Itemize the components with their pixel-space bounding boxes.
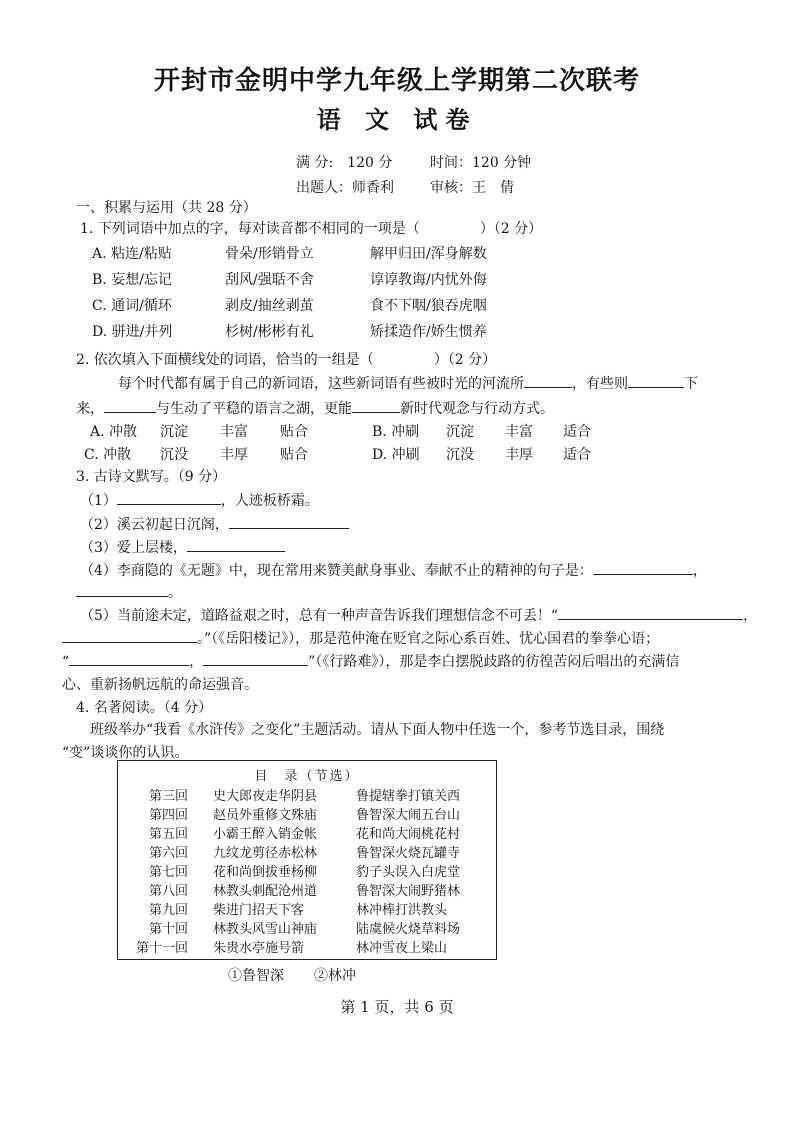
option-word: 沉淀 <box>160 424 188 440</box>
option-c-3: 食不下咽/狼吞虎咽 <box>370 298 487 314</box>
option-word: 沉淀 <box>446 424 474 440</box>
fill-blank[interactable] <box>593 560 693 575</box>
reviewer-info: 审核：王 倩 <box>430 180 514 196</box>
chapter-title-a: 赵员外重修文殊庙 <box>213 808 318 823</box>
chapter-title-a: 林教头风雪山神庙 <box>213 922 318 937</box>
question-2 <box>76 349 496 369</box>
author-info: 出题人：师香利 <box>296 180 394 196</box>
question-2-stem: 2. 依次填入下面横线处的词语，恰当的一组是（ <box>76 352 374 368</box>
line-text: （4）李商隐的《无题》中，现在常用来赞美献身事业、奉献不止的精神的句子是： <box>80 563 593 579</box>
chapter-title-b: 陆虞候火烧草料场 <box>356 922 461 937</box>
chapter-title-b: 鲁智深火烧瓦罐寺 <box>356 846 461 861</box>
choice-lu-zhishen: ①鲁智深 <box>228 968 284 984</box>
option-word: 丰厚 <box>505 447 533 463</box>
line-text: ”（《行路难》），那是李白摆脱歧路的彷徨苦闷后唱出的充满信 <box>308 654 680 670</box>
chapter-title-a: 柴进门招天下客 <box>213 903 305 918</box>
option-word: 丰富 <box>505 424 533 440</box>
question-3-stem: 3. 古诗文默写。（9 分） <box>76 469 227 485</box>
poem-line-5 <box>80 605 757 625</box>
poem-line-5c <box>62 651 679 671</box>
exam-subtitle: 语 文 试卷 <box>316 105 478 134</box>
option-word: 沉没 <box>160 447 188 463</box>
line-text: （1） <box>80 493 117 509</box>
poem-line-3 <box>80 537 285 557</box>
exam-title: 开封市金明中学九年级上学期第二次联考 <box>153 66 640 96</box>
option-a-2: 骨朵/形销骨立 <box>225 246 314 262</box>
chapter-num: 第四回 <box>148 808 188 823</box>
chapter-title-b: 林冲雪夜上梁山 <box>356 941 448 956</box>
fill-blank[interactable] <box>524 373 572 388</box>
toc-row <box>118 880 496 899</box>
fill-blank[interactable] <box>203 651 308 666</box>
fill-blank[interactable] <box>117 490 221 505</box>
period-text: 。 <box>168 585 182 601</box>
option-word: 贴合 <box>280 424 308 440</box>
line-text: （3）爱上层楼， <box>80 540 187 556</box>
question-4-stem: 4. 名著阅读。（4 分） <box>76 700 213 716</box>
option-b-3: 谆谆教诲/内忧外侮 <box>370 272 487 288</box>
toc-row <box>118 785 496 804</box>
option-word: 贴合 <box>280 447 308 463</box>
fill-blank[interactable] <box>229 514 349 529</box>
toc-row <box>118 937 496 956</box>
chapter-num: 第八回 <box>148 884 188 899</box>
section-heading: 一、积累与运用（共 28 分） <box>76 200 257 216</box>
question-1-stem: 1. 下列词语中加点的字，每对读音都不相同的一项是（ <box>80 221 420 237</box>
toc-row <box>118 861 496 880</box>
fill-blank[interactable] <box>628 373 684 388</box>
chapter-num: 第七回 <box>148 865 188 880</box>
question-1-score: ）（2 分） <box>479 221 543 237</box>
option-word: 丰厚 <box>220 447 248 463</box>
option-d-1: D. 骈进/并列 <box>92 324 173 340</box>
chapter-title-b: 豹子头误入白虎堂 <box>356 865 461 880</box>
comma-text: ， <box>743 608 758 624</box>
chapter-title-a: 花和尚倒拔垂杨柳 <box>213 865 318 880</box>
option-word: 丰富 <box>220 424 248 440</box>
option-word: 适合 <box>563 424 591 440</box>
chapter-title-b: 鲁智深大闹野猪林 <box>356 884 461 899</box>
chapter-title-a: 朱贵水亭施号箭 <box>213 941 305 956</box>
chapter-num: 第六回 <box>148 846 188 861</box>
question-2-para-line2 <box>76 398 554 418</box>
fill-blank[interactable] <box>104 398 156 413</box>
chapter-title-a: 林教头刺配沧州道 <box>213 884 318 899</box>
toc-row <box>118 804 496 823</box>
q2-option-a <box>90 421 137 441</box>
fill-blank[interactable] <box>69 651 189 666</box>
option-word: A. 冲散 <box>90 424 138 440</box>
question-2-para-line1 <box>118 373 698 393</box>
chapter-num: 第九回 <box>148 903 188 918</box>
fill-blank[interactable] <box>62 628 197 643</box>
choice-lin-chong: ②林冲 <box>314 968 356 984</box>
option-b-1: B. 妄想/忘记 <box>92 272 172 288</box>
fill-blank[interactable] <box>558 605 743 620</box>
score-info: 满 分: 120 分 <box>296 155 393 171</box>
poem-line-5b <box>62 628 659 648</box>
option-a-3: 解甲归田/浑身解数 <box>370 246 487 262</box>
fill-blank[interactable] <box>352 398 400 413</box>
option-c-2: 剥皮/抽丝剥茧 <box>225 298 314 314</box>
chapter-title-a: 九纹龙剪径赤松林 <box>213 846 318 861</box>
option-c-1: C. 通词/循环 <box>92 298 172 314</box>
table-of-contents-box <box>117 760 497 960</box>
option-b-2: 刮风/强聒不舍 <box>225 272 314 288</box>
option-d-3: 矫揉造作/娇生惯养 <box>370 324 487 340</box>
para-text: 来， <box>76 401 104 417</box>
line-text: （5）当前途未定，道路益艰之时，总有一种声音告诉我们理想信念不可丢！“ <box>80 608 559 624</box>
para-text: 下 <box>684 376 698 392</box>
q2-option-b: B. 冲刷 <box>372 424 420 440</box>
question-1 <box>80 218 542 238</box>
chapter-title-a: 史大郎夜走华阴县 <box>213 789 318 804</box>
q2-option-d: D. 冲刷 <box>372 447 420 463</box>
chapter-title-b: 鲁提辖拳打镇关西 <box>356 789 461 804</box>
toc-row <box>118 842 496 861</box>
line-text: “ <box>62 654 70 670</box>
comma-text: ， <box>692 563 707 579</box>
line-text: ，人迹板桥霜。 <box>220 493 319 509</box>
chapter-num: 第五回 <box>148 827 188 842</box>
line-text: 。”（《岳阳楼记》），那是范仲淹在贬官之际心系百姓、忧心国君的拳拳心语； <box>197 631 660 647</box>
question-4-para-2: “变”谈谈你的认识。 <box>62 745 189 761</box>
toc-title: 目 录（节选） <box>254 769 360 784</box>
poem-line-1 <box>80 490 319 510</box>
option-word: 适合 <box>563 447 591 463</box>
poem-line-2 <box>80 514 349 534</box>
q2-option-c: C. 冲散 <box>84 447 132 463</box>
option-a-1: A. 粘连/粘贴 <box>92 246 172 262</box>
question-4-para-1: 班级举办“我看《水浒传》之变化”主题活动。请从下面人物中任选一个，参考节选目录，围绕 <box>90 722 665 738</box>
chapter-title-b: 鲁智深大闹五台山 <box>356 808 461 823</box>
poem-line-4 <box>80 560 707 580</box>
poem-line-5f: 心、重新扬帆远航的命运强音。 <box>62 677 258 693</box>
line-text: （2）溪云初起日沉阁， <box>80 517 229 533</box>
toc-row <box>118 823 496 842</box>
time-info: 时间：120 分钟 <box>430 155 532 171</box>
toc-row <box>118 918 496 937</box>
chapter-num: 第三回 <box>148 789 188 804</box>
para-text: 与生动了平稳的语言之湖，更能 <box>156 401 352 417</box>
para-text: 每个时代都有属于自己的新词语，这些新词语有些被时光的河流所 <box>118 376 524 392</box>
chapter-title-b: 花和尚大闹桃花村 <box>356 827 461 842</box>
fill-blank[interactable] <box>76 582 168 597</box>
toc-row <box>118 899 496 918</box>
line-text: ， <box>189 654 204 670</box>
poem-line-4-cont <box>76 582 182 602</box>
chapter-title-b: 林冲棒打洪教头 <box>356 903 448 918</box>
chapter-num: 第十一回 <box>135 941 188 956</box>
page-footer: 第 1 页，共 6 页 <box>340 998 454 1016</box>
chapter-num: 第十回 <box>148 922 188 937</box>
fill-blank[interactable] <box>187 537 285 552</box>
para-text: ，有些则 <box>572 376 628 392</box>
option-word: 沉没 <box>446 447 474 463</box>
option-d-2: 杉树/彬彬有礼 <box>225 324 314 340</box>
chapter-title-a: 小霸王醉入销金帐 <box>213 827 318 842</box>
question-2-score: ）（2 分） <box>433 352 497 368</box>
para-text: 新时代观念与行动方式。 <box>400 401 554 417</box>
